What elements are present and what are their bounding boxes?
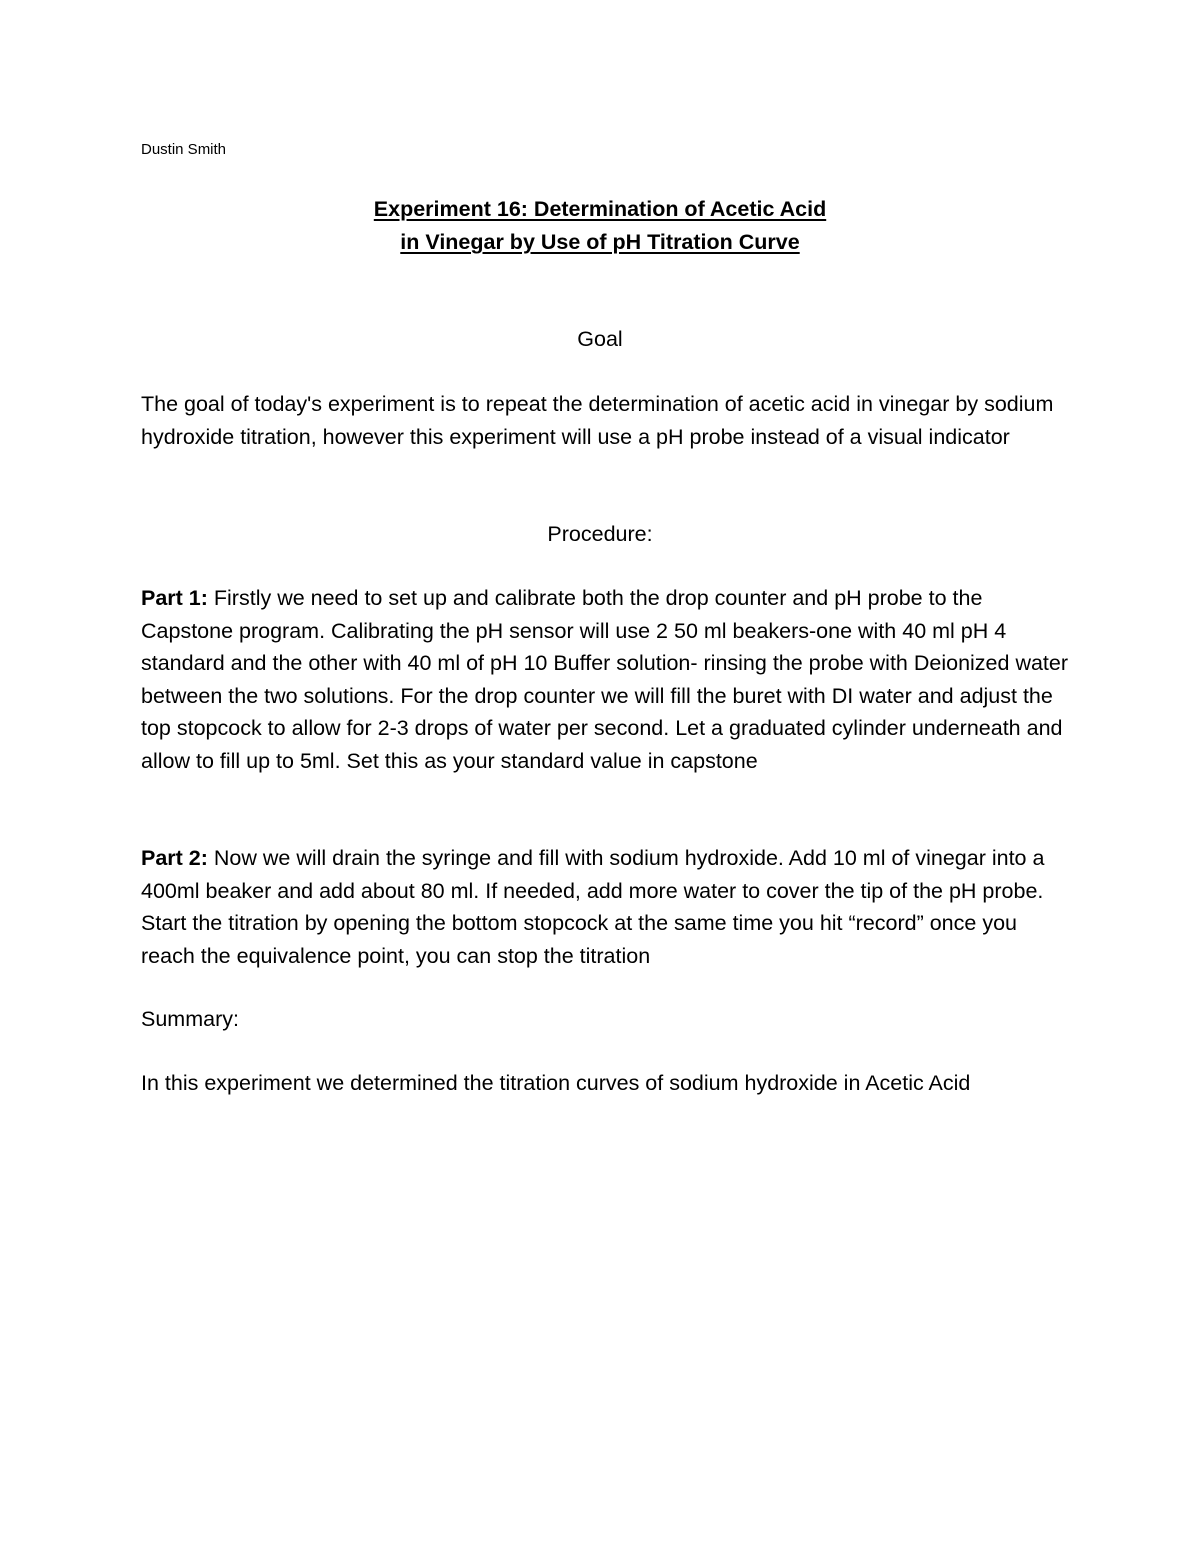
summary-heading: Summary: [141, 1007, 239, 1031]
part1-text: Firstly we need to set up and calibrate both the drop counter and pH probe to the Capstone program. Calibrating the pH sensor will use 2 50 ml beakers-one with 40 ml pH 4 standard and the other with 40 ml of pH 10 Buffer solution- rinsing the probe with Deionized water between the two solutions. For the drop counter we will fill the buret with DI water and adjust the top stopcock to allow for 2-3 drops of water per second. Let a graduated cylinder underneath and allow to fill up to 5ml. Set this as your standard value in capstone [141, 586, 1069, 773]
part2-label: Part 2: [141, 846, 208, 870]
part2-text: Now we will drain the syringe and fill with sodium hydroxide. Add 10 ml of vinegar into a 400ml beaker and add about 80 ml. If needed, add more water to cover the tip of the pH probe. Start the titration by opening the bottom stopcock at the same time you hit “record” once you reach the equivalence point, you can stop the titration [141, 846, 1045, 968]
part1-paragraph [141, 582, 1071, 777]
procedure-heading: Procedure: [547, 522, 653, 546]
title-line-1: Experiment 16: Determination of Acetic Acid [373, 197, 827, 221]
part2-paragraph [141, 842, 1071, 972]
author-name: Dustin Smith [141, 141, 227, 158]
goal-heading: Goal [577, 327, 623, 351]
goal-paragraph: The goal of today's experiment is to repeat the determination of acetic acid in vinegar by sodium hydroxide titration, however this experiment will use a pH probe instead of a visual indicator [141, 392, 1054, 449]
title-line-2: in Vinegar by Use of pH Titration Curve [400, 230, 800, 254]
part1-label: Part 1: [141, 586, 208, 610]
summary-paragraph: In this experiment we determined the titration curves of sodium hydroxide in Acetic Acid [141, 1071, 971, 1095]
